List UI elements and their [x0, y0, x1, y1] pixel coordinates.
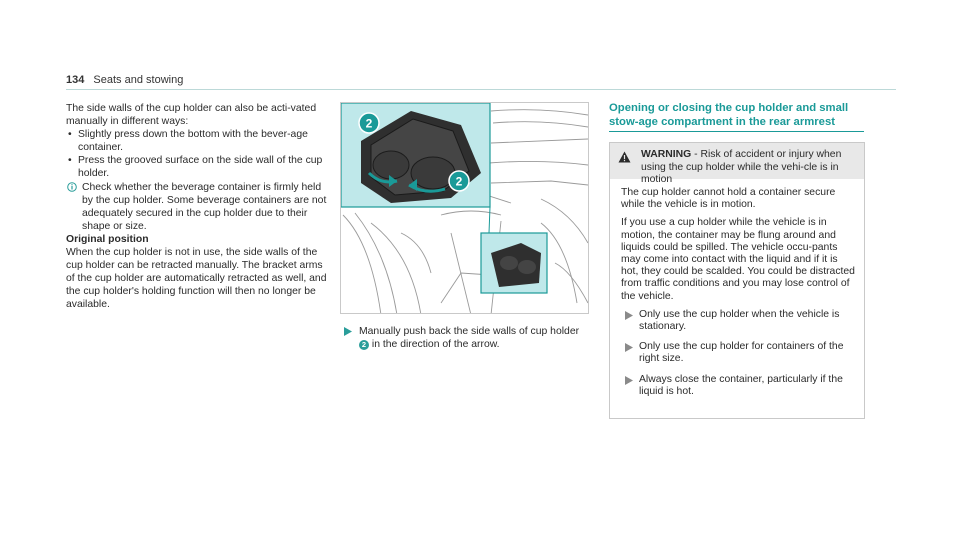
- intro-text: The side walls of the cup holder can also be acti-vated manually in different ways:: [66, 103, 317, 127]
- bullet-icon: •: [68, 129, 72, 140]
- warning-step-text: Always close the container, particularly if the liquid is hot.: [639, 373, 843, 397]
- bullet-text: Press the grooved surface on the side wall of the cup holder.: [78, 155, 323, 179]
- subheading-original-position: Original position: [66, 234, 149, 245]
- warning-title: [641, 149, 856, 187]
- heading-underline: [609, 131, 864, 132]
- step-arrow-icon: [625, 376, 633, 385]
- callout-number-icon: 2: [359, 340, 369, 350]
- step-arrow-icon: [625, 343, 633, 352]
- warning-step: [621, 374, 856, 398]
- warning-step: [621, 309, 856, 333]
- page-header: [66, 74, 183, 86]
- svg-text:2: 2: [455, 174, 463, 189]
- bullet-text: Slightly press down the bottom with the bever-age container.: [78, 129, 308, 153]
- callout-badge: [359, 113, 379, 133]
- illustration-svg: [341, 103, 589, 314]
- instruction-text-start: Manually push back the side walls of cup holder: [359, 326, 580, 337]
- left-column: [66, 102, 328, 311]
- step-arrow-icon: [344, 327, 352, 336]
- warning-paragraph: The cup holder cannot hold a container secure while the vehicle is in motion.: [621, 187, 836, 211]
- warning-step: [621, 341, 856, 365]
- warning-box: [609, 142, 865, 419]
- section-heading: Opening or closing the cup holder and small stow-age compartment in the rear armrest: [609, 102, 849, 128]
- note-block: [66, 181, 328, 233]
- svg-text:2: 2: [365, 116, 373, 131]
- bullet-item: [66, 128, 328, 154]
- bullet-icon: •: [68, 155, 72, 166]
- warning-title-text: - Risk of accident or injury when using the cup holder while the vehi-cle is in motion: [641, 149, 842, 185]
- bullet-list: [66, 128, 328, 180]
- header-divider: [66, 89, 896, 90]
- warning-step-text: Only use the cup holder when the vehicle is stationary.: [639, 308, 840, 333]
- step-arrow-icon: [625, 311, 633, 320]
- warning-header: [610, 143, 864, 185]
- instruction-step: [340, 325, 590, 351]
- warning-label: WARNING: [641, 149, 692, 160]
- info-icon: [67, 182, 77, 192]
- callout-badge: [449, 171, 469, 191]
- warning-triangle-icon: [618, 151, 631, 163]
- original-position-text: When the cup holder is not in use, the side walls of the cup holder can be retracted manually. The bracket arms of the cup holder are automatically retracted as well, and the cup holder's holding function will then no longer be available.: [66, 247, 327, 310]
- warning-body: [610, 179, 864, 398]
- cup-holder-illustration: [340, 102, 589, 314]
- instruction-text-end: in the direction of the arrow.: [371, 339, 500, 350]
- section-title: Seats and stowing: [93, 74, 184, 86]
- page-number: 134: [66, 74, 85, 86]
- note-text: Check whether the beverage container is firmly held by the cup holder. Some beverage containers are not adequately secured in the cup holder due to their shape or size.: [82, 182, 327, 232]
- warning-paragraph: If you use a cup holder while the vehicle is in motion, the container may be flung around and liquids could be spilled. The vehicle occu-pants may come into contact with the liquid and if it is hot, they could be scalded. You could be distracted from traffic conditions and you may lose control of the vehicle.: [621, 217, 855, 302]
- warning-step-text: Only use the cup holder for containers of the right size.: [639, 341, 844, 365]
- bullet-item: [66, 154, 328, 180]
